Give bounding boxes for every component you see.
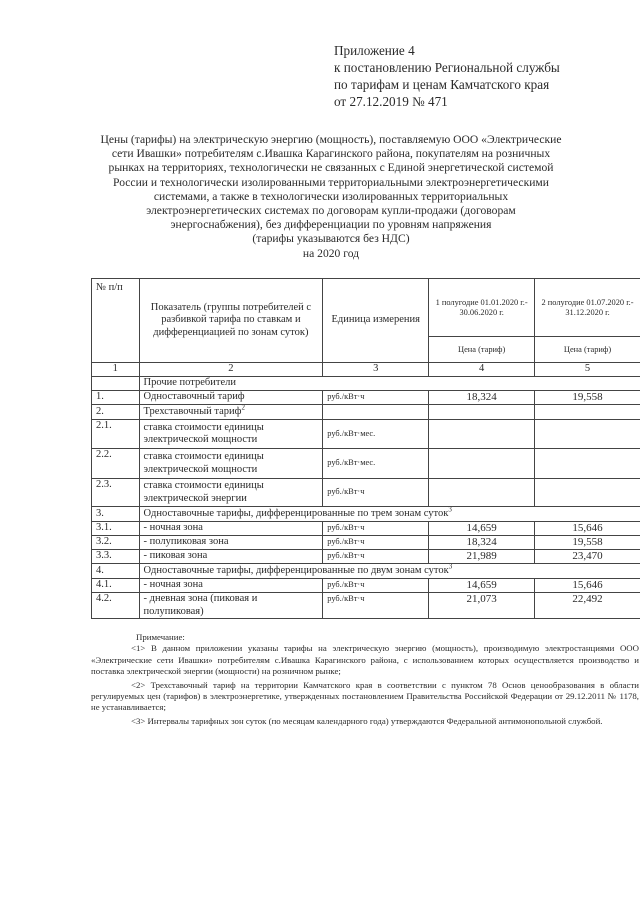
table-row: [92, 564, 640, 579]
table-row: [92, 479, 640, 507]
row-value-h1: 14,659: [429, 522, 535, 536]
header-half2: 2 полугодие 01.07.2020 г.- 31.12.2020 г.: [535, 279, 640, 337]
row-unit: руб./кВт·ч: [323, 536, 429, 550]
row-num: 2.2.: [92, 449, 140, 479]
row-name: - полупиковая зона: [139, 536, 323, 550]
note-2: <2> Трехставочный тариф на территории Камчатского края в соответствии с пунктом 78 Основ ценообразования в области регулируемых цен (тарифов) в электроэнергетике, утвержденных постановлением Правительства Российской Федерации от 29.12.2011 № 1178, не устанавливается;: [91, 679, 639, 713]
group-row: [92, 377, 640, 391]
group-label: Прочие потребители: [139, 377, 640, 391]
header-price2: Цена (тариф): [535, 337, 640, 363]
title-line: энергоснабжения), без дифференциации по уровням напряжения: [170, 218, 492, 232]
header-num: № п/п: [92, 279, 140, 363]
row-value-h1: 21,989: [429, 550, 535, 564]
footnote-ref: 3: [448, 563, 453, 571]
row-name-cell: [139, 507, 640, 522]
row-value-h2: 19,558: [535, 391, 640, 405]
footnote-ref: 3: [448, 506, 452, 514]
row-unit: руб./кВт·мес.: [323, 420, 429, 449]
appendix-line-3: по тарифам и ценам Камчатского края: [334, 77, 550, 92]
table-row: [92, 536, 640, 550]
colnum: 1: [92, 363, 140, 377]
table-row: [92, 405, 640, 420]
column-number-row: [92, 363, 640, 377]
row-name: Трехставочный тариф: [143, 405, 242, 417]
row-num: 4.: [92, 564, 140, 579]
row-num: 1.: [92, 391, 140, 405]
appendix-line-4: от 27.12.2019 № 471: [334, 94, 448, 109]
row-unit: руб./кВт·ч: [323, 579, 429, 593]
row-value-h1: 18,324: [429, 391, 535, 405]
row-unit: руб./кВт·ч: [323, 593, 429, 619]
tariff-table: [91, 278, 640, 619]
row-name: Одноставочный тариф: [139, 391, 323, 405]
row-unit: руб./кВт·ч: [323, 479, 429, 507]
header-indicator: Показатель (группы потребителей с разбивкой тарифа по ставкам и дифференциацией по зонам суток): [139, 279, 323, 363]
table-row: [92, 579, 640, 593]
row-num: 2.1.: [92, 420, 140, 449]
colnum: 2: [139, 363, 323, 377]
table-row: [92, 449, 640, 479]
row-num: 2.: [92, 405, 140, 420]
row-name: Одноставочные тарифы, дифференцированные по трем зонам суток: [143, 507, 449, 519]
table-row: [92, 593, 640, 619]
row-name: - дневная зона (пиковая и полупиковая): [139, 593, 323, 619]
row-value-h1: 21,073: [429, 593, 535, 619]
row-value-h2: 15,646: [535, 522, 640, 536]
row-num: 4.1.: [92, 579, 140, 593]
table-row: [92, 507, 640, 522]
colnum: 4: [429, 363, 535, 377]
row-num: 3.1.: [92, 522, 140, 536]
row-unit: руб./кВт·ч: [323, 522, 429, 536]
appendix-header: [334, 42, 560, 110]
row-name: - ночная зона: [139, 522, 323, 536]
title-line: Цены (тарифы) на электрическую энергию (мощность), поставляемую ООО «Электрические: [100, 133, 562, 146]
row-unit: руб./кВт·ч: [323, 391, 429, 405]
row-name: ставка стоимости единицы электрической мощности: [139, 449, 323, 479]
row-name-cell: [139, 564, 640, 579]
row-name-cell: [139, 405, 323, 420]
header-half1: 1 полугодие 01.01.2020 г.- 30.06.2020 г.: [429, 279, 535, 337]
table-row: [92, 522, 640, 536]
title-line: электроэнергетических системах по договорам купли-продажи (договорам: [146, 204, 516, 218]
row-value-h1: 18,324: [429, 536, 535, 550]
row-num: 3.2.: [92, 536, 140, 550]
row-name: - пиковая зона: [139, 550, 323, 564]
appendix-line-1: Приложение 4: [334, 43, 415, 58]
row-value-h2: 22,492: [535, 593, 640, 619]
row-unit: руб./кВт·мес.: [323, 449, 429, 479]
table-row: [92, 391, 640, 405]
appendix-line-2: к постановлению Региональной службы: [334, 60, 560, 75]
row-num: 2.3.: [92, 479, 140, 507]
title-line: сети Ивашки» потребителям с.Ивашка Карагинского района, покупателям на розничных: [111, 147, 551, 161]
row-value-h2: 19,558: [535, 536, 640, 550]
title-line: системами, а также в технологически изолированных территориальных: [153, 189, 509, 203]
title-line: рынках на территориях, технологически не связанных с Единой энергетической системой: [108, 161, 554, 175]
row-num: 4.2.: [92, 593, 140, 619]
row-value-h2: 15,646: [535, 579, 640, 593]
colnum: 5: [535, 363, 640, 377]
note-3: <3> Интервалы тарифных зон суток (по месяцам календарного года) утверждаются Федеральной антимонопольной службой.: [131, 715, 603, 726]
row-num: 3.3.: [92, 550, 140, 564]
row-name: - ночная зона: [139, 579, 323, 593]
row-name: ставка стоимости единицы электрической энергии: [139, 479, 323, 507]
row-name: ставка стоимости единицы электрической мощности: [139, 420, 323, 449]
row-unit: руб./кВт·ч: [323, 550, 429, 564]
footnote-ref: 2: [241, 404, 245, 412]
title-line: (тарифы указываются без НДС): [252, 232, 410, 246]
table-row: [92, 550, 640, 564]
notes-heading: Примечание:: [136, 632, 185, 642]
colnum: 3: [323, 363, 429, 377]
title-line: России и технологически изолированными территориальными электроэнергетическими: [113, 175, 549, 189]
table-row: [92, 420, 640, 449]
document-title: [86, 133, 576, 261]
title-line: на 2020 год: [302, 246, 360, 260]
header-price1: Цена (тариф): [429, 337, 535, 363]
row-value-h2: 23,470: [535, 550, 640, 564]
note-1: <1> В данном приложении указаны тарифы на электрическую энергию (мощность), производимую электростанциями ООО «Электрические сети Ивашки» потребителям с.Ивашка Карагинского района, с использованием которых осуществляется производство и поставка электрической энергии (мощности) на розничном рынке;: [91, 643, 639, 677]
header-unit: Единица измерения: [323, 279, 429, 363]
table-header-row: [92, 279, 640, 337]
row-value-h1: 14,659: [429, 579, 535, 593]
notes-section: [91, 632, 639, 729]
row-name: Одноставочные тарифы, дифференцированные по двум зонам суток: [143, 564, 449, 576]
row-num: 3.: [92, 507, 140, 522]
